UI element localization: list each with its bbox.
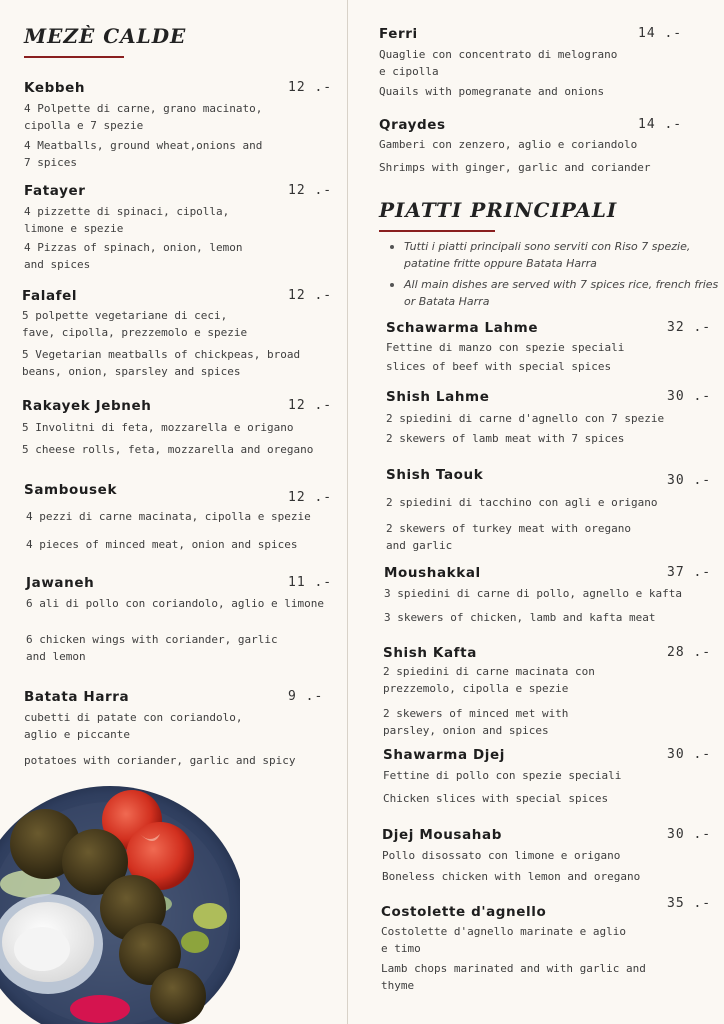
item-price: 9 .- (288, 689, 324, 704)
item-price: 30 .- (667, 747, 712, 762)
item-description-it: 2 spiedini di carne macinata con prezzemolo, cipolla e spezie (383, 665, 595, 695)
item-description-it: 6 ali di pollo con coriandolo, aglio e limone (26, 597, 325, 610)
item-price: 12 .- (288, 490, 333, 505)
item-description-en: Boneless chicken with lemon and oregano (382, 870, 641, 883)
item-description-en: Chicken slices with special spices (383, 792, 609, 805)
item-price: 14 .- (638, 26, 683, 41)
item-description-en: 5 cheese rolls, feta, mozzarella and oregano (22, 443, 314, 456)
section-title-piatti-principali: PIATTI PRINCIPALI (379, 198, 618, 222)
item-description-en: Lamb chops marinated and with garlic and thyme (381, 962, 646, 992)
item-description-en: 4 pieces of minced meat, onion and spices (26, 538, 298, 551)
item-price: 12 .- (288, 288, 333, 303)
item-description-it: Pollo disossato con limone e origano (382, 849, 621, 862)
item-description-it: 2 spiedini di carne d'agnello con 7 spezie (386, 412, 665, 425)
item-price: 30 .- (667, 827, 712, 842)
section-title-meze-calde: MEZÈ CALDE (24, 24, 187, 48)
item-description-it: 4 pezzi di carne macinata, cipolla e spezie (26, 510, 311, 523)
item-price: 28 .- (667, 645, 712, 660)
item-price: 32 .- (667, 320, 712, 335)
main-dishes-notes (388, 238, 723, 314)
item-description-en: 2 skewers of lamb meat with 7 spices (386, 432, 625, 445)
item-description-en: Quails with pomegranate and onions (379, 85, 605, 98)
item-price: 12 .- (288, 80, 333, 95)
item-price: 35 .- (667, 896, 712, 911)
item-description-it: 4 pizzette di spinaci, cipolla, limone e spezie (24, 205, 230, 235)
item-name: Sambousek (24, 482, 118, 498)
falafel-plate-photo (0, 784, 240, 1024)
section-title-underline (379, 230, 495, 232)
item-price: 37 .- (667, 565, 712, 580)
item-name: Fatayer (24, 183, 86, 199)
item-description-it: 2 spiedini di tacchino con agli e origano (386, 496, 658, 509)
item-name: Shish Kafta (383, 645, 477, 661)
item-name: Costolette d'agnello (381, 904, 547, 920)
item-price: 14 .- (638, 117, 683, 132)
item-name: Ferri (379, 26, 418, 42)
item-name: Batata Harra (24, 689, 130, 705)
note-english: All main dishes are served with 7 spices rice, french fries or Batata Harra (388, 276, 723, 310)
item-name: Shish Taouk (386, 467, 484, 483)
item-description-it: cubetti di patate con coriandolo, aglio e piccante (24, 711, 243, 741)
item-description-en: 4 Meatballs, ground wheat,onions and 7 spices (24, 139, 263, 169)
item-description-it: Fettine di manzo con spezie speciali (386, 341, 625, 354)
item-description-en: 2 skewers of minced met with parsley, onion and spices (383, 707, 569, 737)
item-description-en: 5 Vegetarian meatballs of chickpeas, broad beans, onion, sparsley and spices (22, 348, 301, 378)
item-description-it: Gamberi con zenzero, aglio e coriandolo (379, 138, 638, 151)
item-description-en: 2 skewers of turkey meat with oregano and garlic (386, 522, 632, 552)
item-description-en: 6 chicken wings with coriander, garlic and lemon (26, 633, 278, 663)
item-price: 30 .- (667, 389, 712, 404)
item-name: Shawarma Djej (383, 747, 505, 763)
item-price: 12 .- (288, 183, 333, 198)
item-description-it: 3 spiedini di carne di pollo, agnello e kafta (384, 587, 683, 600)
item-description-it: Quaglie con concentrato di melograno e cipolla (379, 48, 618, 78)
item-name: Djej Mousahab (382, 827, 502, 843)
item-name: Falafel (22, 288, 78, 304)
item-name: Schawarma Lahme (386, 320, 539, 336)
item-description-it: Fettine di pollo con spezie speciali (383, 769, 622, 782)
section-title-underline (24, 56, 124, 58)
item-name: Kebbeh (24, 80, 86, 96)
note-italian: Tutti i piatti principali sono serviti con Riso 7 spezie, patatine fritte oppure Batata Harra (388, 238, 723, 272)
item-description-it: 5 polpette vegetariane di ceci, fave, cipolla, prezzemolo e spezie (22, 309, 248, 339)
item-price: 12 .- (288, 398, 333, 413)
item-description-it: 4 Polpette di carne, grano macinato, cipolla e 7 spezie (24, 102, 263, 132)
item-description-en: slices of beef with special spices (386, 360, 612, 373)
item-description-it: 5 Involitni di feta, mozzarella e origano (22, 421, 294, 434)
item-description-en: potatoes with coriander, garlic and spicy (24, 754, 296, 767)
item-name: Rakayek Jebneh (22, 398, 152, 414)
item-price: 30 .- (667, 473, 712, 488)
item-description-en: 4 Pizzas of spinach, onion, lemon and spices (24, 241, 243, 271)
item-name: Jawaneh (26, 575, 95, 591)
item-description-it: Costolette d'agnello marinate e aglio e timo (381, 925, 627, 955)
item-price: 11 .- (288, 575, 333, 590)
item-description-en: Shrimps with ginger, garlic and coriander (379, 161, 651, 174)
column-divider (347, 0, 348, 1024)
item-name: Moushakkal (384, 565, 481, 581)
item-description-en: 3 skewers of chicken, lamb and kafta meat (384, 611, 656, 624)
item-name: Shish Lahme (386, 389, 490, 405)
item-name: Qraydes (379, 117, 446, 133)
